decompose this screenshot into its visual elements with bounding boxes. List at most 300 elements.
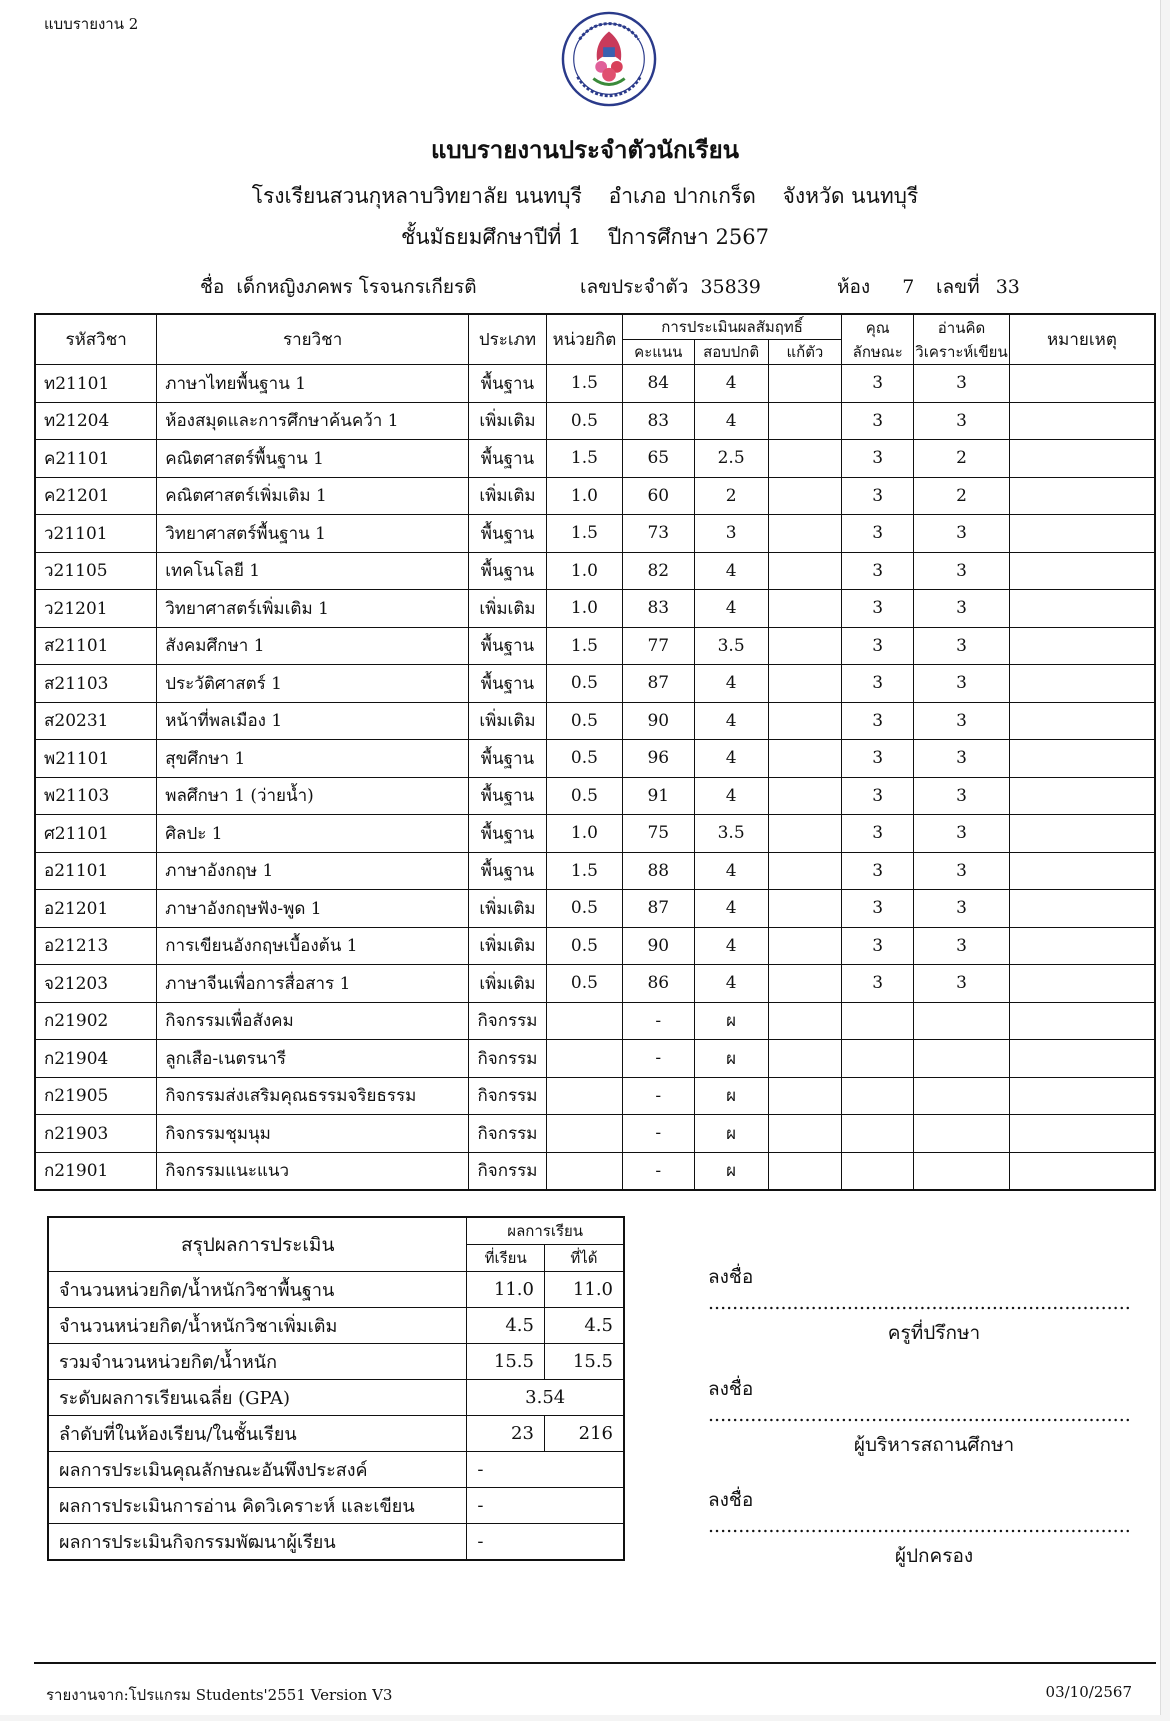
reading-grade: 3 <box>914 927 1010 965</box>
reading-grade: 3 <box>914 702 1010 740</box>
sign-prefix: ลงชื่อ <box>708 1378 754 1400</box>
basic-credit-attempted: 11.0 <box>467 1272 545 1308</box>
normal-exam-grade: ผ <box>694 1115 768 1153</box>
grades-table <box>34 313 1156 1191</box>
header-char-line1: คุณ <box>865 318 890 337</box>
summary-result-header: ผลการเรียน <box>467 1217 624 1245</box>
characteristics-grade <box>842 1152 914 1190</box>
retake-grade <box>768 965 842 1003</box>
characteristics-grade: 3 <box>842 815 914 853</box>
class-line <box>0 221 1170 254</box>
normal-exam-grade: 4 <box>694 965 768 1003</box>
subject-type: พื้นฐาน <box>468 852 546 890</box>
subject-type: เพิ่มเติม <box>468 890 546 928</box>
summary-row-characteristics <box>48 1452 624 1488</box>
remark-value <box>1009 777 1155 815</box>
name-label: ชื่อ <box>200 276 225 298</box>
remark-value <box>1009 402 1155 440</box>
retake-grade <box>768 890 842 928</box>
retake-grade <box>768 665 842 703</box>
table-row <box>35 927 1155 965</box>
sign-prefix: ลงชื่อ <box>708 1489 754 1511</box>
score-value: 90 <box>622 702 694 740</box>
characteristics-grade: 3 <box>842 702 914 740</box>
subject-type: พื้นฐาน <box>468 440 546 478</box>
table-row <box>35 740 1155 778</box>
credit-value: 0.5 <box>546 965 622 1003</box>
table-row <box>35 1115 1155 1153</box>
table-row <box>35 440 1155 478</box>
table-row <box>35 777 1155 815</box>
characteristics-label: ผลการประเมินคุณลักษณะอันพึงประสงค์ <box>48 1452 467 1488</box>
reading-grade: 3 <box>914 402 1010 440</box>
score-value: 87 <box>622 890 694 928</box>
report-title: แบบรายงานประจำตัวนักเรียน <box>430 135 740 164</box>
signature-advisor <box>708 1262 1160 1348</box>
characteristics-grade: 3 <box>842 590 914 628</box>
characteristics-grade: 3 <box>842 440 914 478</box>
characteristics-value: - <box>467 1452 624 1488</box>
sign-role: ผู้บริหารสถานศึกษา <box>853 1434 1015 1456</box>
normal-exam-grade: 4 <box>694 590 768 628</box>
subject-name: ภาษาอังกฤษฟัง-พูด 1 <box>157 890 469 928</box>
retake-grade <box>768 702 842 740</box>
retake-grade <box>768 1115 842 1153</box>
student-id: 35839 <box>700 276 761 298</box>
table-row <box>35 477 1155 515</box>
subject-code: จ21203 <box>35 965 157 1003</box>
summary-row-gpa <box>48 1380 624 1416</box>
footer-date: 03/10/2567 <box>1045 1683 1132 1701</box>
rank-label: ลำดับที่ในห้องเรียน/ในชั้นเรียน <box>48 1416 467 1452</box>
remark-value <box>1009 1077 1155 1115</box>
table-row <box>35 552 1155 590</box>
summary-title: สรุปผลการประเมิน <box>48 1217 467 1272</box>
subject-name: กิจกรรมเพื่อสังคม <box>157 1002 469 1040</box>
footer-divider <box>34 1662 1156 1664</box>
retake-grade <box>768 477 842 515</box>
credit-value: 1.0 <box>546 815 622 853</box>
reading-grade: 3 <box>914 515 1010 553</box>
characteristics-grade: 3 <box>842 665 914 703</box>
subject-code: ว21105 <box>35 552 157 590</box>
characteristics-grade: 3 <box>842 365 914 403</box>
score-value: 88 <box>622 852 694 890</box>
header-read-line2: วิเคราะห์เขียน <box>915 342 1008 361</box>
score-value: 77 <box>622 627 694 665</box>
retake-grade <box>768 1152 842 1190</box>
header-type: ประเภท <box>468 314 546 365</box>
normal-exam-grade: ผ <box>694 1040 768 1078</box>
normal-exam-grade: 4 <box>694 890 768 928</box>
student-name: เด็กหญิงภคพร โรจนกรเกียรติ <box>236 276 477 298</box>
characteristics-grade: 3 <box>842 740 914 778</box>
reading-grade: 3 <box>914 890 1010 928</box>
subject-type: พื้นฐาน <box>468 815 546 853</box>
normal-exam-grade: 3.5 <box>694 815 768 853</box>
signature-director <box>708 1374 1160 1460</box>
table-row <box>35 890 1155 928</box>
table-row <box>35 1077 1155 1115</box>
subject-type: กิจกรรม <box>468 1152 546 1190</box>
score-value: 84 <box>622 365 694 403</box>
subject-code: ก21903 <box>35 1115 157 1153</box>
score-value: 86 <box>622 965 694 1003</box>
header-score: คะแนน <box>622 340 694 365</box>
characteristics-grade: 3 <box>842 965 914 1003</box>
header-reading <box>914 314 1010 365</box>
subject-name: การเขียนอังกฤษเบื้องต้น 1 <box>157 927 469 965</box>
credit-value: 1.0 <box>546 477 622 515</box>
reading-grade <box>914 1077 1010 1115</box>
score-value: - <box>622 1115 694 1153</box>
characteristics-grade: 3 <box>842 890 914 928</box>
summary-row-activity <box>48 1524 624 1561</box>
credit-value: 1.5 <box>546 852 622 890</box>
subject-type: เพิ่มเติม <box>468 965 546 1003</box>
header-normal-exam: สอบปกติ <box>694 340 768 365</box>
reading-grade <box>914 1152 1010 1190</box>
credit-value: 0.5 <box>546 890 622 928</box>
footer-source: รายงานจาก:โปรแกรม Students'2551 Version V3 <box>46 1686 393 1704</box>
table-row <box>35 515 1155 553</box>
subject-type: พื้นฐาน <box>468 740 546 778</box>
sign-dotted-line: ...................................................................... <box>708 1515 1131 1537</box>
reading-grade <box>914 1002 1010 1040</box>
header-credit: หน่วยกิต <box>546 314 622 365</box>
grade-level: ชั้นมัธยมศึกษาปีที่ 1 <box>401 225 582 249</box>
retake-grade <box>768 515 842 553</box>
subject-type: เพิ่มเติม <box>468 590 546 628</box>
header-remark: หมายเหตุ <box>1009 314 1155 365</box>
credit-value: 1.5 <box>546 365 622 403</box>
summary-attempted-header: ที่เรียน <box>467 1245 545 1272</box>
student-name-field <box>200 272 477 302</box>
seat-number: 33 <box>995 276 1020 298</box>
subject-code: อ21101 <box>35 852 157 890</box>
remark-value <box>1009 1152 1155 1190</box>
subject-type: เพิ่มเติม <box>468 702 546 740</box>
subject-code: พ21101 <box>35 740 157 778</box>
table-row <box>35 365 1155 403</box>
table-row <box>35 702 1155 740</box>
subject-type: เพิ่มเติม <box>468 402 546 440</box>
summary-row-total <box>48 1344 624 1380</box>
header-char-line2: ลักษณะ <box>852 342 903 361</box>
school-line <box>0 180 1170 213</box>
subject-type: พื้นฐาน <box>468 627 546 665</box>
subject-code: ว21201 <box>35 590 157 628</box>
subject-name: กิจกรรมแนะแนว <box>157 1152 469 1190</box>
remark-value <box>1009 440 1155 478</box>
subject-type: พื้นฐาน <box>468 777 546 815</box>
score-value: 73 <box>622 515 694 553</box>
characteristics-grade: 3 <box>842 402 914 440</box>
reading-grade: 3 <box>914 777 1010 815</box>
subject-name: วิทยาศาสตร์พื้นฐาน 1 <box>157 515 469 553</box>
subject-type: พื้นฐาน <box>468 365 546 403</box>
normal-exam-grade: 3 <box>694 515 768 553</box>
school-province: จังหวัด นนทบุรี <box>782 184 919 208</box>
summary-row-reading <box>48 1488 624 1524</box>
normal-exam-grade: ผ <box>694 1152 768 1190</box>
credit-value <box>546 1040 622 1078</box>
subject-code: ท21204 <box>35 402 157 440</box>
summary-row-rank <box>48 1416 624 1452</box>
subject-code: อ21213 <box>35 927 157 965</box>
normal-exam-grade: 2 <box>694 477 768 515</box>
score-value: 91 <box>622 777 694 815</box>
basic-credit-earned: 11.0 <box>544 1272 624 1308</box>
characteristics-grade <box>842 1002 914 1040</box>
reading-grade: 2 <box>914 440 1010 478</box>
score-value: 75 <box>622 815 694 853</box>
total-credit-label: รวมจำนวนหน่วยกิต/น้ำหนัก <box>48 1344 467 1380</box>
sign-dotted-line: ...................................................................... <box>708 1404 1131 1426</box>
characteristics-grade: 3 <box>842 852 914 890</box>
school-seal-logo <box>560 10 658 108</box>
credit-value: 0.5 <box>546 740 622 778</box>
room-field <box>837 272 914 302</box>
subject-name: วิทยาศาสตร์เพิ่มเติม 1 <box>157 590 469 628</box>
normal-exam-grade: 4 <box>694 552 768 590</box>
subject-name: เทคโนโลยี 1 <box>157 552 469 590</box>
normal-exam-grade: 4 <box>694 777 768 815</box>
table-row <box>35 590 1155 628</box>
remark-value <box>1009 665 1155 703</box>
retake-grade <box>768 590 842 628</box>
characteristics-grade: 3 <box>842 627 914 665</box>
retake-grade <box>768 1040 842 1078</box>
remark-value <box>1009 702 1155 740</box>
score-value: 96 <box>622 740 694 778</box>
table-row <box>35 852 1155 890</box>
subject-code: ท21101 <box>35 365 157 403</box>
remark-value <box>1009 365 1155 403</box>
subject-type: พื้นฐาน <box>468 552 546 590</box>
normal-exam-grade: 4 <box>694 402 768 440</box>
gpa-label: ระดับผลการเรียนเฉลี่ย (GPA) <box>48 1380 467 1416</box>
normal-exam-grade: 4 <box>694 852 768 890</box>
subject-name: ภาษาอังกฤษ 1 <box>157 852 469 890</box>
credit-value: 0.5 <box>546 665 622 703</box>
remark-value <box>1009 627 1155 665</box>
summary-row-extra <box>48 1308 624 1344</box>
characteristics-grade: 3 <box>842 777 914 815</box>
characteristics-grade <box>842 1077 914 1115</box>
summary-earned-header: ที่ได้ <box>544 1245 624 1272</box>
school-name: โรงเรียนสวนกุหลาบวิทยาลัย นนทบุรี <box>251 184 582 208</box>
reading-grade: 3 <box>914 665 1010 703</box>
subject-code: ก21902 <box>35 1002 157 1040</box>
subject-name: ลูกเสือ-เนตรนารี <box>157 1040 469 1078</box>
credit-value <box>546 1152 622 1190</box>
table-row <box>35 627 1155 665</box>
total-credit-attempted: 15.5 <box>467 1344 545 1380</box>
reading-grade: 2 <box>914 477 1010 515</box>
subject-name: คณิตศาสตร์เพิ่มเติม 1 <box>157 477 469 515</box>
normal-exam-grade: 4 <box>694 740 768 778</box>
reading-grade: 3 <box>914 852 1010 890</box>
subject-name: สุขศึกษา 1 <box>157 740 469 778</box>
activity-label: ผลการประเมินกิจกรรมพัฒนาผู้เรียน <box>48 1524 467 1561</box>
credit-value: 0.5 <box>546 702 622 740</box>
header-assessment: การประเมินผลสัมฤทธิ์ <box>622 314 841 340</box>
retake-grade <box>768 852 842 890</box>
rank-in-grade: 216 <box>544 1416 624 1452</box>
normal-exam-grade: 3.5 <box>694 627 768 665</box>
subject-name: กิจกรรมส่งเสริมคุณธรรมจริยธรรม <box>157 1077 469 1115</box>
summary-row-basic <box>48 1272 624 1308</box>
score-value: - <box>622 1002 694 1040</box>
subject-name: คณิตศาสตร์พื้นฐาน 1 <box>157 440 469 478</box>
characteristics-grade: 3 <box>842 515 914 553</box>
normal-exam-grade: 4 <box>694 365 768 403</box>
remark-value <box>1009 1040 1155 1078</box>
extra-credit-earned: 4.5 <box>544 1308 624 1344</box>
room-number: 7 <box>902 276 915 298</box>
retake-grade <box>768 927 842 965</box>
score-value: 83 <box>622 590 694 628</box>
score-value: 87 <box>622 665 694 703</box>
id-label: เลขประจำตัว <box>580 276 689 298</box>
retake-grade <box>768 1077 842 1115</box>
reading-label: ผลการประเมินการอ่าน คิดวิเคราะห์ และเขียน <box>48 1488 467 1524</box>
student-id-field <box>580 272 761 302</box>
retake-grade <box>768 552 842 590</box>
activity-value: - <box>467 1524 624 1561</box>
table-row <box>35 965 1155 1003</box>
credit-value: 1.5 <box>546 440 622 478</box>
score-value: 65 <box>622 440 694 478</box>
header-characteristics <box>842 314 914 365</box>
header-read-line1: อ่านคิด <box>937 318 986 337</box>
reading-grade: 3 <box>914 552 1010 590</box>
header-code: รหัสวิชา <box>35 314 157 365</box>
academic-year: ปีการศึกษา 2567 <box>608 225 769 249</box>
sign-dotted-line: ...................................................................... <box>708 1292 1131 1314</box>
retake-grade <box>768 1002 842 1040</box>
gpa-value: 3.54 <box>467 1380 624 1416</box>
subject-type: กิจกรรม <box>468 1077 546 1115</box>
subject-code: ส20231 <box>35 702 157 740</box>
retake-grade <box>768 365 842 403</box>
subject-code: ส21101 <box>35 627 157 665</box>
retake-grade <box>768 440 842 478</box>
remark-value <box>1009 1002 1155 1040</box>
subject-name: ศิลปะ 1 <box>157 815 469 853</box>
header-subject: รายวิชา <box>157 314 469 365</box>
reading-grade <box>914 1040 1010 1078</box>
grade-rows <box>35 365 1155 1191</box>
credit-value <box>546 1002 622 1040</box>
subject-code: ก21901 <box>35 1152 157 1190</box>
credit-value <box>546 1115 622 1153</box>
score-value: - <box>622 1040 694 1078</box>
subject-code: ส21103 <box>35 665 157 703</box>
reading-grade: 3 <box>914 740 1010 778</box>
subject-name: กิจกรรมชุมนุม <box>157 1115 469 1153</box>
subject-code: ว21101 <box>35 515 157 553</box>
rank-in-room: 23 <box>467 1416 545 1452</box>
subject-name: ภาษาจีนเพื่อการสื่อสาร 1 <box>157 965 469 1003</box>
sign-role: ผู้ปกครอง <box>894 1545 974 1567</box>
extra-credit-attempted: 4.5 <box>467 1308 545 1344</box>
retake-grade <box>768 777 842 815</box>
retake-grade <box>768 815 842 853</box>
remark-value <box>1009 477 1155 515</box>
table-row <box>35 402 1155 440</box>
subject-name: ภาษาไทยพื้นฐาน 1 <box>157 365 469 403</box>
table-row <box>35 1002 1155 1040</box>
subject-name: ประวัติศาสตร์ 1 <box>157 665 469 703</box>
normal-exam-grade: 4 <box>694 927 768 965</box>
characteristics-grade: 3 <box>842 552 914 590</box>
remark-value <box>1009 552 1155 590</box>
extra-credit-label: จำนวนหน่วยกิต/น้ำหนักวิชาเพิ่มเติม <box>48 1308 467 1344</box>
score-value: - <box>622 1152 694 1190</box>
reading-grade: 3 <box>914 590 1010 628</box>
subject-name: พลศึกษา 1 (ว่ายน้ำ) <box>157 777 469 815</box>
subject-name: ห้องสมุดและการศึกษาค้นคว้า 1 <box>157 402 469 440</box>
subject-type: เพิ่มเติม <box>468 477 546 515</box>
remark-value <box>1009 927 1155 965</box>
remark-value <box>1009 815 1155 853</box>
credit-value: 1.0 <box>546 552 622 590</box>
subject-type: กิจกรรม <box>468 1002 546 1040</box>
subject-code: ก21905 <box>35 1077 157 1115</box>
normal-exam-grade: 4 <box>694 702 768 740</box>
subject-type: พื้นฐาน <box>468 665 546 703</box>
characteristics-grade: 3 <box>842 477 914 515</box>
form-code: แบบรายงาน 2 <box>44 15 139 33</box>
reading-grade: 3 <box>914 815 1010 853</box>
sign-role: ครูที่ปรึกษา <box>887 1322 981 1344</box>
table-row <box>35 1040 1155 1078</box>
header-retake: แก้ตัว <box>768 340 842 365</box>
table-row <box>35 665 1155 703</box>
summary-table <box>47 1216 625 1561</box>
score-value: 83 <box>622 402 694 440</box>
reading-grade: 3 <box>914 965 1010 1003</box>
credit-value: 1.5 <box>546 515 622 553</box>
remark-value <box>1009 590 1155 628</box>
score-value: 90 <box>622 927 694 965</box>
table-row <box>35 815 1155 853</box>
subject-type: กิจกรรม <box>468 1115 546 1153</box>
sign-prefix: ลงชื่อ <box>708 1266 754 1288</box>
basic-credit-label: จำนวนหน่วยกิต/น้ำหนักวิชาพื้นฐาน <box>48 1272 467 1308</box>
retake-grade <box>768 627 842 665</box>
subject-code: ก21904 <box>35 1040 157 1078</box>
credit-value: 1.5 <box>546 627 622 665</box>
remark-value <box>1009 1115 1155 1153</box>
characteristics-grade: 3 <box>842 927 914 965</box>
retake-grade <box>768 740 842 778</box>
normal-exam-grade: 4 <box>694 665 768 703</box>
subject-code: พ21103 <box>35 777 157 815</box>
remark-value <box>1009 965 1155 1003</box>
number-label: เลขที่ <box>936 276 980 298</box>
credit-value: 0.5 <box>546 402 622 440</box>
subject-code: อ21201 <box>35 890 157 928</box>
subject-name: สังคมศึกษา 1 <box>157 627 469 665</box>
remark-value <box>1009 740 1155 778</box>
room-label: ห้อง <box>837 276 871 298</box>
retake-grade <box>768 402 842 440</box>
reading-grade: 3 <box>914 627 1010 665</box>
normal-exam-grade: 2.5 <box>694 440 768 478</box>
